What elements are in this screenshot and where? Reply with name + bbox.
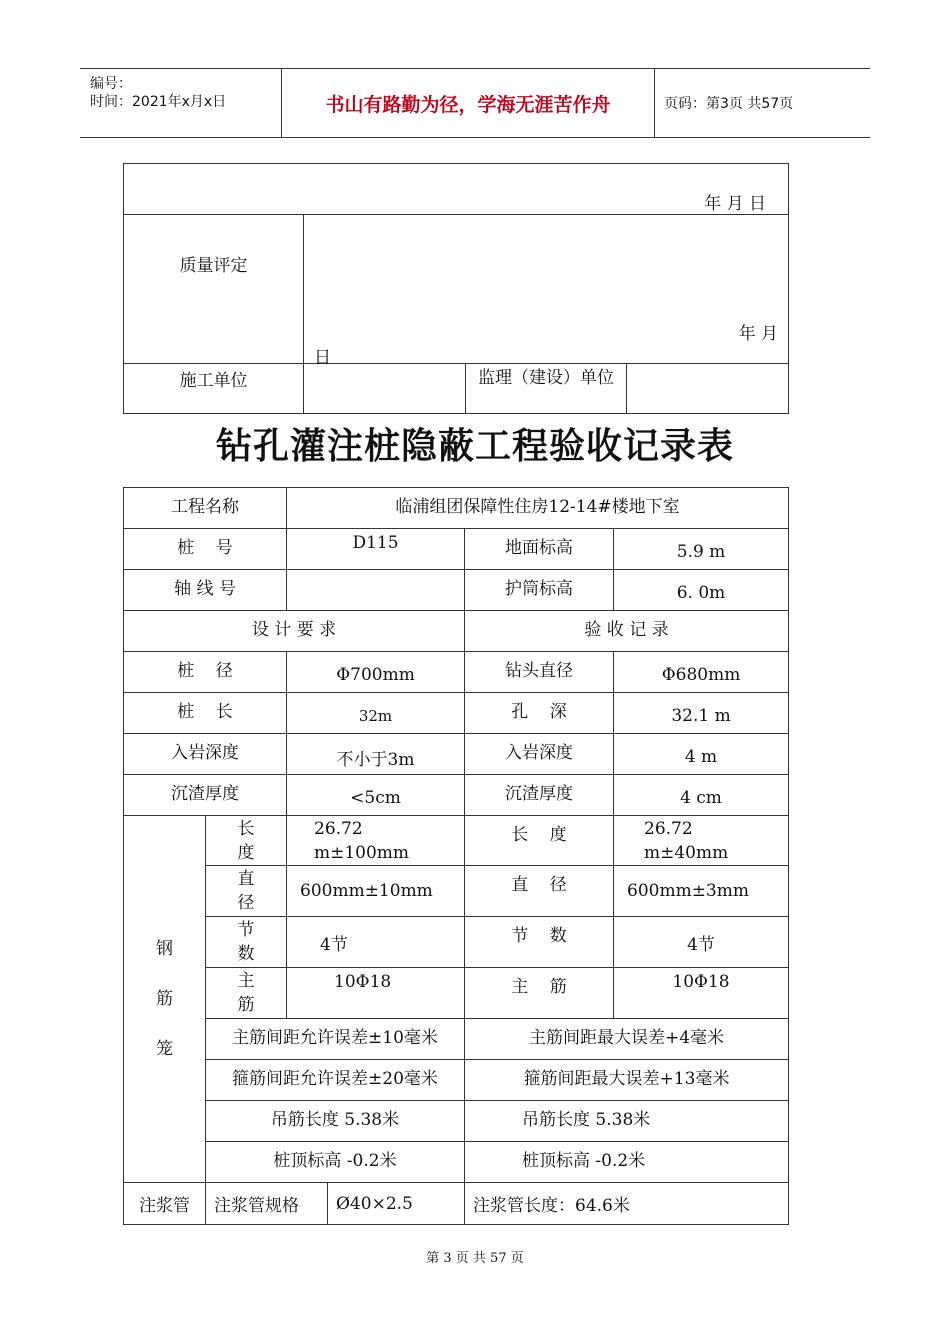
main-spacing-design: 主筋间距允许误差±10毫米 [206,1019,465,1060]
axis-label: 轴 线 号 [124,570,287,611]
table-row [124,529,789,570]
date-text: 年 月 日 [704,194,766,214]
construction-unit-cell [124,364,304,414]
table-row [124,611,789,652]
table-row [124,693,789,734]
ground-elev-label: 地面标高 [465,529,614,570]
page-footer: 第 3 页 共 57 页 [426,1251,524,1266]
casing-elev-value: 6. 0m [614,570,789,611]
hanger-len-design: 吊筋长度 5.38米 [206,1101,465,1142]
cage-dia-actual: 600mm±3mm [614,866,789,917]
header-motto: 书山有路勤为径，学海无涯苦作舟 [281,69,655,137]
sections-design: 4节 [287,917,465,968]
supervision-unit-label: 监理（建设）单位 [478,368,614,388]
date-row [124,164,789,215]
inspection-table [123,487,789,1225]
pile-top-actual: 桩顶标高 -0.2米 [465,1142,789,1183]
table-row [124,1019,789,1060]
table-row [124,866,789,917]
hanger-len-actual: 吊筋长度 5.38米 [465,1101,789,1142]
main-bar-design: 10Φ18 [287,968,465,1019]
quality-date-ym: 年 月 [738,324,778,344]
pile-dia-value: Φ700mm [287,652,465,693]
sections-label: 节 数 [206,917,287,968]
supervision-unit-cell [466,364,627,414]
table-row [124,1060,789,1101]
quality-content-cell [304,215,789,368]
hole-depth-value: 32.1 m [614,693,789,734]
supervision-unit-value [627,364,789,414]
casing-elev-label: 护筒标高 [465,570,614,611]
sections-actual: 4节 [614,917,789,968]
sections-rec-label: 节 数 [465,917,614,968]
grout-label: 注浆管 [124,1183,206,1225]
main-bar-label: 主 筋 [206,968,287,1019]
grout-length: 注浆管长度：64.6米 [465,1183,789,1225]
cage-length-actual: 26.72 m±40mm [614,816,789,866]
table-row [124,734,789,775]
pile-dia-label: 桩 径 [124,652,287,693]
construction-unit-value [304,364,466,414]
main-spacing-actual: 主筋间距最大误差+4毫米 [465,1019,789,1060]
sediment-label: 沉渣厚度 [124,775,287,816]
cage-length-label: 长 度 [206,816,287,866]
stirrup-spacing-design: 箍筋间距允许误差±20毫米 [206,1060,465,1101]
sediment-actual: 4 cm [614,775,789,816]
main-bar-rec-label: 主 筋 [465,968,614,1019]
sediment-rec-label: 沉渣厚度 [465,775,614,816]
project-name-value: 临浦组团保障性住房12-14#楼地下室 [287,488,789,529]
approval-table [123,163,789,414]
main-bar-actual: 10Φ18 [614,968,789,1019]
cage-dia-rec-label: 直 径 [465,866,614,917]
axis-value [287,570,465,611]
pile-top-design: 桩顶标高 -0.2米 [206,1142,465,1183]
stirrup-spacing-actual: 箍筋间距最大误差+13毫米 [465,1060,789,1101]
page-header [80,68,870,138]
rock-depth-rec-label: 入岩深度 [465,734,614,775]
sediment-design: <5cm [287,775,465,816]
page-title: 钻孔灌注桩隐蔽工程验收记录表 [215,425,734,467]
table-row [124,1183,789,1225]
table-row [124,570,789,611]
rock-depth-actual: 4 m [614,734,789,775]
project-name-label: 工程名称 [124,488,287,529]
header-meta [80,69,280,137]
cage-length-design: 26.72 m±100mm [287,816,465,866]
quality-label-cell [124,215,304,364]
rock-depth-label: 入岩深度 [124,734,287,775]
table-row [124,652,789,693]
table-row [124,968,789,1019]
grout-spec-label: 注浆管规格 [206,1183,328,1225]
drill-dia-value: Φ680mm [614,652,789,693]
header-page-info: 页码：第3页 共57页 [664,96,794,112]
table-row [124,775,789,816]
ground-elev-value: 5.9 m [614,529,789,570]
table-row [124,1142,789,1183]
cage-dia-label: 直 径 [206,866,287,917]
quality-label: 质量评定 [179,256,248,276]
cage-length-rec-label: 长 度 [465,816,614,866]
table-row [124,816,789,866]
doc-code-label: 编号： [90,76,132,92]
doc-time: 时间：2021年x月x日 [90,94,227,110]
grout-spec-value: Ø40×2.5 [328,1183,465,1225]
table-row [124,1101,789,1142]
pile-no-value: D115 [287,529,465,570]
cage-dia-design: 600mm±10mm [287,866,465,917]
hole-depth-label: 孔 深 [465,693,614,734]
cage-label: 钢 筋 笼 [124,816,206,1183]
construction-unit-label: 施工单位 [179,371,248,391]
acceptance-header: 验 收 记 录 [465,611,789,652]
rock-depth-design: 不小于3m [287,734,465,775]
design-req-header: 设 计 要 求 [124,611,465,652]
pile-len-value: 32m [287,693,465,734]
pile-len-label: 桩 长 [124,693,287,734]
quality-date-d: 日 [314,348,331,368]
table-row [124,917,789,968]
drill-dia-label: 钻头直径 [465,652,614,693]
pile-no-label: 桩 号 [124,529,287,570]
table-row [124,488,789,529]
